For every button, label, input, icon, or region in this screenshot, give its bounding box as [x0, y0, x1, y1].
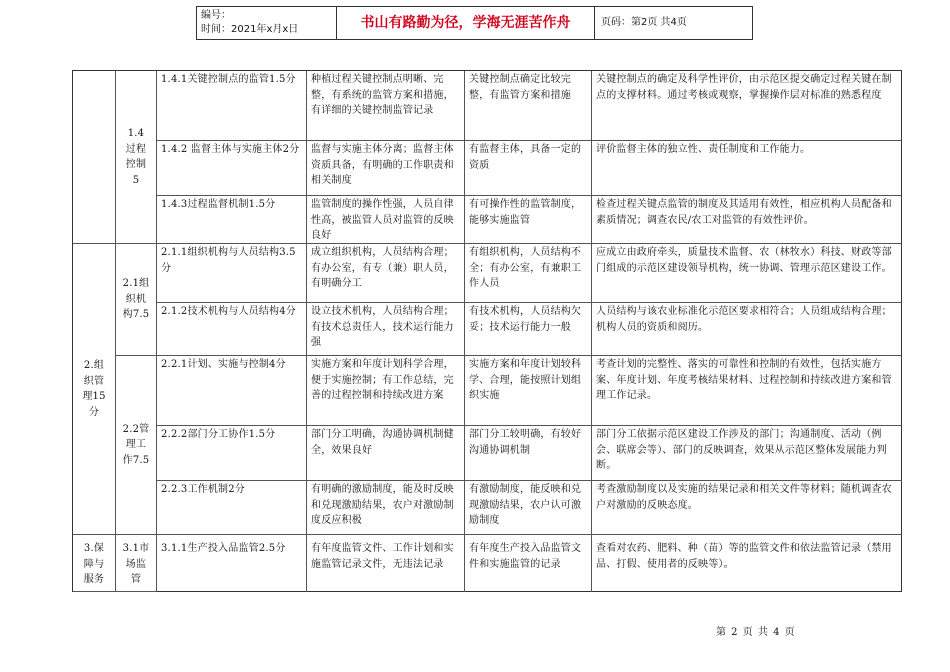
evaluation-method-cell: 检查过程关键点监管的制度及其适用有效性，相应机构人员配备和素质情况；调查农民/农工对监管的有效性评价。 — [592, 196, 902, 244]
time-label: 时间：2021年x月x日 — [201, 24, 299, 35]
partial-score-criteria-cell: 部门分工较明确，有较好沟通协调机制 — [465, 426, 592, 481]
evaluation-method-cell: 考查激励制度以及实施的结果记录和相关文件等材料；随机调查农户对激励的反映态度。 — [592, 481, 902, 535]
section-cell-empty — [73, 71, 116, 244]
subsection-cell-org-structure: 2.1组织机构7.5 — [116, 244, 157, 356]
evaluation-method-cell: 考查计划的完整性、落实的可靠性和控制的有效性，包括实施方案、年度计划、年度考核结果材料、过程控制和持续改进方案和管理工作记录。 — [592, 356, 902, 426]
section-cell-support: 3.保障与服务 — [73, 535, 116, 592]
partial-score-criteria-cell: 关键控制点确定比较完整，有监管方案和措施 — [465, 71, 592, 141]
partial-score-criteria-cell: 有年度生产投入品监管文件和实施监管的记录 — [465, 535, 592, 592]
item-cell: 2.1.1组织机构与人员结构3.5分 — [157, 244, 307, 303]
evaluation-table — [72, 70, 902, 592]
item-cell: 1.4.3过程监督机制1.5分 — [157, 196, 307, 244]
full-score-criteria-cell: 有年度监管文件、工作计划和实施监管记录文件，无违法记录 — [307, 535, 465, 592]
item-cell: 2.2.1计划、实施与控制4分 — [157, 356, 307, 426]
partial-score-criteria-cell: 有可操作性的监管制度，能够实施监管 — [465, 196, 592, 244]
item-cell: 2.1.2技术机构与人员结构4分 — [157, 303, 307, 356]
evaluation-method-cell: 评价监督主体的独立性、责任制度和工作能力。 — [592, 141, 902, 196]
partial-score-criteria-cell: 有技术机构，人员结构欠妥；技术运行能力一般 — [465, 303, 592, 356]
header-meta — [197, 7, 337, 39]
header-slogan: 书山有路勤为径，学海无涯苦作舟 — [337, 7, 595, 39]
item-cell: 1.4.1关键控制点的监管1.5分 — [157, 71, 307, 141]
document-header — [196, 6, 753, 40]
full-score-criteria-cell: 监管制度的操作性强，人员自律性高，被监管人员对监管的反映良好 — [307, 196, 465, 244]
item-cell: 1.4.2 监督主体与实施主体2分 — [157, 141, 307, 196]
full-score-criteria-cell: 部门分工明确，沟通协调机制健全，效果良好 — [307, 426, 465, 481]
full-score-criteria-cell: 有明确的激励制度，能及时反映和兑现激励结果，农户对激励制度反应积极 — [307, 481, 465, 535]
item-cell: 2.2.2部门分工协作1.5分 — [157, 426, 307, 481]
number-label: 编号： — [201, 10, 231, 21]
partial-score-criteria-cell: 实施方案和年度计划较科学、合理，能按照计划组织实施 — [465, 356, 592, 426]
header-page-info: 页码：第2页 共4页 — [601, 17, 687, 28]
full-score-criteria-cell: 设立技术机构，人员结构合理；有技术总责任人，技术运行能力强 — [307, 303, 465, 356]
evaluation-method-cell: 部门分工依据示范区建设工作涉及的部门；沟通制度、活动（例会、联席会等）、部门的反映调查，效果从示范区整体发展能力判断。 — [592, 426, 902, 481]
partial-score-criteria-cell: 有激励制度，能反映和兑现激励结果，农户认可激励制度 — [465, 481, 592, 535]
partial-score-criteria-cell: 有组织机构，人员结构不全；有办公室，有兼职工作人员 — [465, 244, 592, 303]
full-score-criteria-cell: 实施方案和年度计划科学合理，便于实施控制；有工作总结，完善的过程控制和持续改进方案 — [307, 356, 465, 426]
evaluation-method-cell: 人员结构与该农业标准化示范区要求相符合；人员组成结构合理；机构人员的资质和阅历。 — [592, 303, 902, 356]
evaluation-method-cell: 查看对农药、肥料、种（苗）等的监管文件和依法监管记录（禁用品、打假、使用者的反映等）。 — [596, 543, 892, 570]
subsection-cell-management-work: 2.2管理工作7.5 — [116, 356, 157, 535]
item-cell: 3.1.1生产投入品监管2.5分 — [157, 535, 307, 592]
page-footer: 第 2 页 共 4 页 — [716, 627, 796, 638]
full-score-criteria-cell: 成立组织机构，人员结构合理；有办公室，有专（兼）职人员，有明确分工 — [307, 244, 465, 303]
subsection-cell-process-control: 1.4过程控制5 — [116, 71, 157, 244]
partial-score-criteria-cell: 有监督主体，具备一定的资质 — [465, 141, 592, 196]
subsection-cell-market-supervision: 3.1市场监管 — [116, 535, 157, 592]
section-cell-organization: 2.组织管理15分 — [73, 244, 116, 535]
evaluation-method-cell: 应成立由政府牵头，质量技术监督、农（林牧水）科技、财政等部门组成的示范区建设领导机构，统一协调、管理示范区建设工作。 — [592, 244, 902, 303]
full-score-criteria-cell: 种植过程关键控制点明晰、完整，有系统的监管方案和措施，有详细的关键控制监管记录 — [307, 71, 465, 141]
evaluation-method-cell: 关键控制点的确定及科学性评价，由示范区提交确定过程关键在制点的支撑材料。通过考核或观察，掌握操作层对标准的熟悉程度 — [592, 71, 902, 141]
full-score-criteria-cell: 监督与实施主体分离；监督主体资质具备，有明确的工作职责和相关制度 — [307, 141, 465, 196]
item-cell: 2.2.3工作机制2分 — [157, 481, 307, 535]
